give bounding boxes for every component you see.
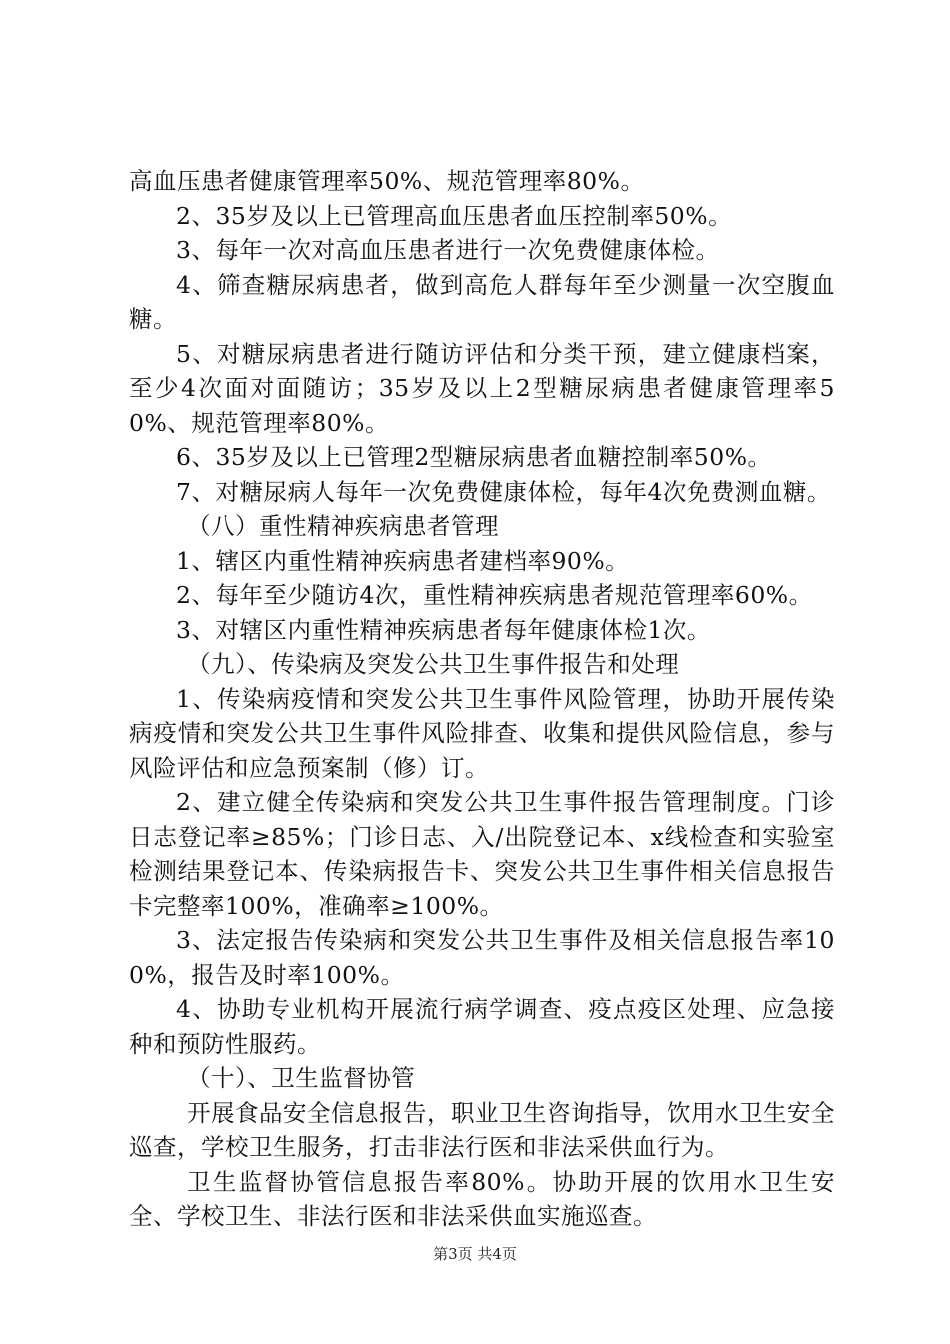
paragraph-s9-item-3: 3、法定报告传染病和突发公共卫生事件及相关信息报告率100%，报告及时率100%。 [129,926,835,989]
paragraph-s9-item-1: 1、传染病疫情和突发公共卫生事件风险管理，协助开展传染病疫情和突发公共卫生事件风险排查、收集和提供风险信息，参与风险评估和应急预案制（修）订。 [129,684,835,782]
paragraph-item-2: 2、35岁及以上已管理高血压患者血压控制率50%。 [176,201,733,230]
paragraph-s8-item-2: 2、每年至少随访4次，重性精神疾病患者规范管理率60%。 [176,581,813,609]
paragraph-s9-item-2: 2、建立健全传染病和突发公共卫生事件报告管理制度。门诊日志登记率≥85%；门诊日志、入/出院登记本、x线检查和实验室检测结果登记本、传染病报告卡、突发公共卫生事件相关信息报告卡完整率100%，准确率≥100%。 [129,788,835,920]
paragraph-hypertension-rate: 高血压患者健康管理率50%、规范管理率80%。 [129,167,645,195]
paragraph-item-4: 4、筛查糖尿病患者，做到高危人群每年至少测量一次空腹血糖。 [129,270,835,333]
paragraph-item-5: 5、对糖尿病患者进行随访评估和分类干预，建立健康档案，至少4次面对面随访；35岁及以上2型糖尿病患者健康管理率50%、规范管理率80%。 [129,339,835,437]
section-heading-8: （八）重性精神疾病患者管理 [187,512,499,540]
paragraph-s9-item-4: 4、协助专业机构开展流行病学调查、疫点疫区处理、应急接种和预防性服药。 [129,995,835,1058]
paragraph-s8-item-1: 1、辖区内重性精神疾病患者建档率90%。 [176,546,630,575]
document-body [129,164,835,1234]
paragraph-s10-body-1: 开展食品安全信息报告，职业卫生咨询指导，饮用水卫生安全巡查，学校卫生服务，打击非法行医和非法采供血行为。 [129,1098,835,1161]
paragraph-s10-body-2: 卫生监督协管信息报告率80%。协助开展的饮用水卫生安全、学校卫生、非法行医和非法采供血实施巡查。 [129,1167,835,1230]
paragraph-item-3: 3、每年一次对高血压患者进行一次免费健康体检。 [176,236,720,264]
paragraph-s8-item-3: 3、对辖区内重性精神疾病患者每年健康体检1次。 [176,615,711,644]
page-number-footer: 第3页 共4页 [433,1245,517,1263]
paragraph-item-7: 7、对糖尿病人每年一次免费健康体检，每年4次免费测血糖。 [176,477,831,506]
section-heading-9: （九）、传染病及突发公共卫生事件报告和处理 [187,650,680,678]
paragraph-item-6: 6、35岁及以上已管理2型糖尿病患者血糖控制率50%。 [176,443,772,471]
section-heading-10: （十）、卫生监督协管 [187,1064,416,1092]
